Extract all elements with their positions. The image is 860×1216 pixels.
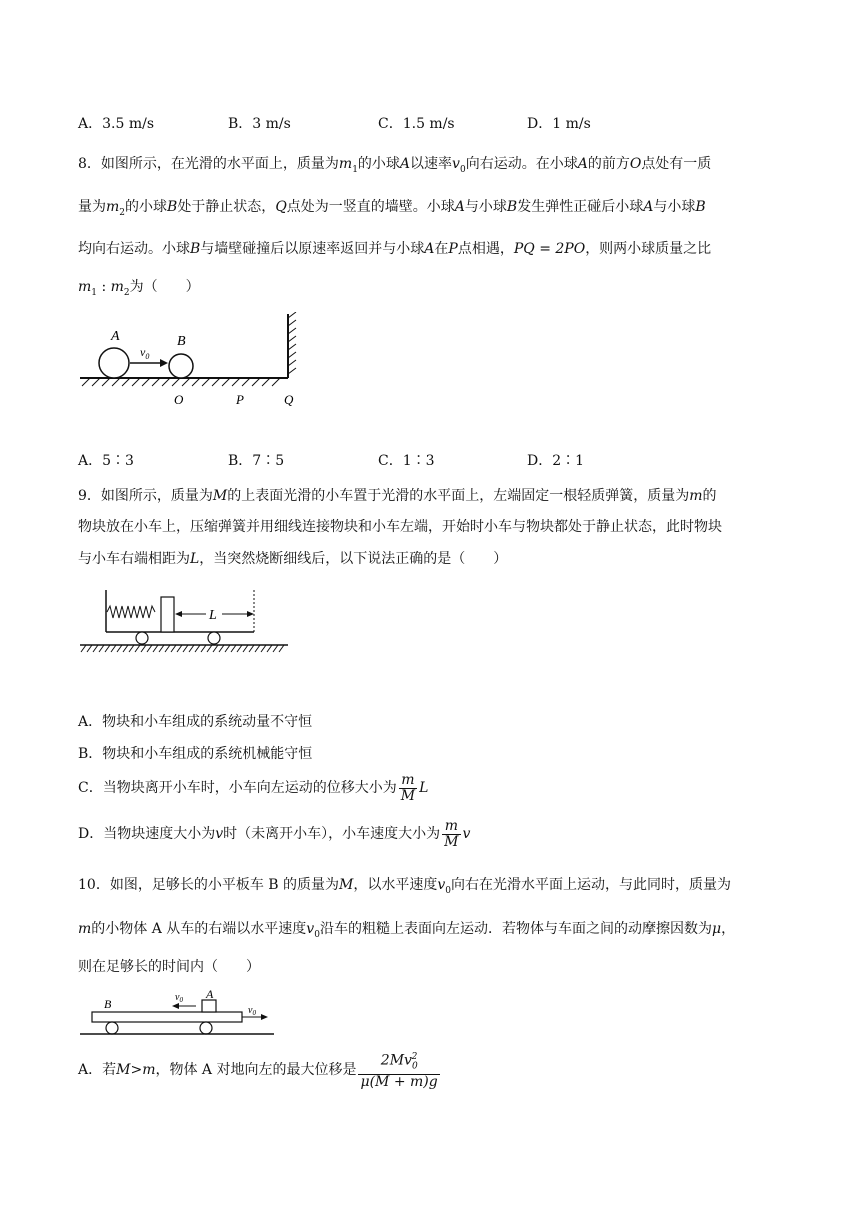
wheel-right [208, 632, 220, 644]
q7-option-b[interactable]: B．3 m/s [228, 116, 291, 132]
label-p: P [236, 392, 244, 407]
q10-figure [78, 986, 278, 1044]
q8-line-1: 8．如图所示，在光滑的水平面上，质量为$m_1$的小球A以速率$v_0$向右运动。在小球A的前方O点处有一质 [78, 156, 712, 175]
q9-option-d[interactable]: D．当物块速度大小为v时（未离开小车），小车速度大小为 $\frac{m}{M}$ v [78, 817, 471, 850]
label-a: A [206, 987, 214, 1001]
q8-options [0, 450, 860, 472]
label-b: B [177, 334, 186, 349]
spring [107, 606, 155, 618]
label-v0-left: $v_0$ [175, 992, 183, 1004]
q9-line-3: 与小车右端相距为L，当突然烧断细线后，以下说法正确的是（ ） [78, 551, 508, 567]
wall [288, 312, 296, 378]
q8-option-a[interactable]: A．5∶3 [78, 453, 134, 469]
label-q: Q [284, 392, 294, 407]
label-v0: $v_0$ [140, 345, 150, 361]
q8-figure [78, 312, 308, 438]
wheel-right [200, 1022, 212, 1034]
q7-option-c[interactable]: C．1.5 m/s [378, 116, 455, 132]
q7-option-d[interactable]: D．1 m/s [527, 116, 591, 132]
q9-option-b[interactable]: B．物块和小车组成的系统机械能守恒 [78, 746, 313, 762]
arrow-head-right [247, 611, 254, 617]
q10-option-a[interactable]: A．若M>m，物体 A 对地向左的最大位移是 $\frac{2Mv_0^2}{\mu(M + m)g}$ [78, 1052, 438, 1091]
q7-option-a[interactable]: A．3.5 m/s [78, 116, 155, 132]
label-l: L [209, 608, 217, 623]
ball-b [169, 354, 193, 378]
q8-option-c[interactable]: C．1∶3 [378, 453, 435, 469]
arrow-head [160, 359, 168, 367]
label-v0-right: $v_0$ [248, 1005, 256, 1017]
q8-option-d[interactable]: D．2∶1 [527, 453, 585, 469]
label-o: O [174, 392, 184, 407]
q8-line-2: 量为$m_2$的小球B处于静止状态，Q点处为一竖直的墙壁。小球A与小球B发生弹性正碰后小球A与小球B [78, 199, 706, 218]
q7-options [0, 113, 860, 135]
block [161, 597, 174, 632]
arrow-left-head [172, 1003, 179, 1009]
q10-line-2: m的小物体 A 从车的右端以水平速度$v_0$沿车的粗糙上表面向左运动．若物体与车面之间的动摩擦因数为μ， [78, 921, 736, 940]
ground [80, 378, 288, 386]
fraction: $\frac{m}{M}$ [400, 771, 416, 804]
q10-line-3: 则在足够长的时间内（ ） [78, 959, 260, 975]
fraction: $\frac{m}{M}$ [444, 817, 459, 850]
ground [80, 645, 288, 652]
wheel-left [136, 632, 148, 644]
q9-option-c[interactable]: C．当物块离开小车时，小车向左运动的位移大小为 $\frac{m}{M}$ L [78, 771, 429, 804]
q9-line-2: 物块放在小车上，压缩弹簧并用细线连接物块和小车左端，开始时小车与物块都处于静止状态，此时物块 [78, 519, 722, 535]
q8-line-4: $m_1$ : $m_2$为（ ） [78, 279, 200, 298]
q9-option-a[interactable]: A．物块和小车组成的系统动量不守恒 [78, 714, 313, 730]
q9-line-1: 9．如图所示，质量为M的上表面光滑的小车置于光滑的水平面上，左端固定一根轻质弹簧，质量为m的 [78, 488, 717, 504]
plank-b [92, 1012, 242, 1022]
wheel-left [106, 1022, 118, 1034]
q10-line-1: 10．如图，足够长的小平板车 B 的质量为M，以水平速度$v_0$向右在光滑水平面上运动，与此同时，质量为 [78, 877, 732, 896]
label-a: A [111, 329, 120, 344]
cart [106, 590, 254, 632]
fraction: $\frac{2Mv_0^2}{\mu(M + m)g}$ [360, 1052, 438, 1091]
q8-line-3: 均向右运动。小球B与墙壁碰撞后以原速率返回并与小球A在P点相遇，PQ = 2PO，则两小球质量之比 [78, 241, 712, 257]
label-b: B [104, 997, 112, 1011]
arrow-right-head [261, 1014, 268, 1020]
arrow-head-left [175, 611, 182, 617]
ball-a [99, 348, 129, 378]
block-a [202, 1000, 216, 1012]
q9-figure [78, 584, 290, 660]
q8-option-b[interactable]: B．7∶5 [228, 453, 285, 469]
